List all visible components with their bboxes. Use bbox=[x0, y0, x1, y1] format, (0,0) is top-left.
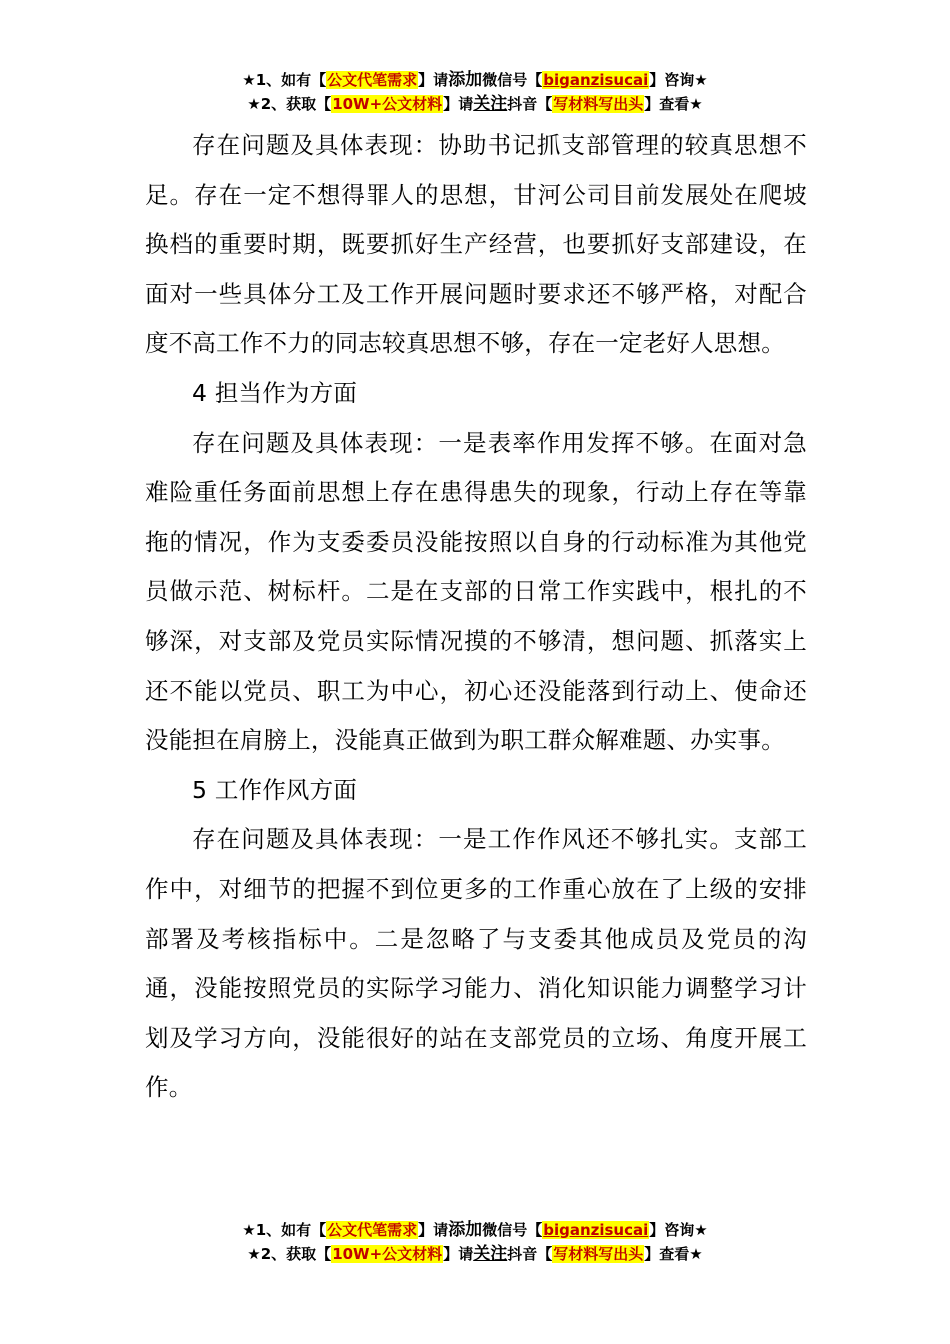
banner-emphasis: 关注 bbox=[473, 1244, 508, 1264]
banner-highlight: 10W+公文材料 bbox=[332, 95, 443, 113]
banner-text: ★2、获取【 bbox=[247, 1245, 332, 1263]
banner-text: 】请 bbox=[418, 71, 449, 89]
banner-text: 】查看★ bbox=[644, 1245, 703, 1263]
banner-highlight: 公文代笔需求 bbox=[327, 1221, 418, 1239]
banner-line-2 bbox=[0, 1242, 950, 1266]
banner-emphasis: 添加 bbox=[448, 70, 483, 90]
banner-line-2 bbox=[0, 92, 950, 116]
banner-text: 微信号【 bbox=[482, 71, 543, 89]
bottom-banner bbox=[0, 1218, 950, 1266]
banner-text: 】咨询★ bbox=[649, 1221, 708, 1239]
banner-text: 】咨询★ bbox=[649, 71, 708, 89]
banner-line-1 bbox=[0, 68, 950, 92]
banner-highlight: 写材料写出头 bbox=[553, 1245, 644, 1263]
paragraph: 存在问题及具体表现：一是工作作风还不够扎实。支部工作中，对细节的把握不到位更多的工作重心放在了上级的安排部署及考核指标中。二是忽略了与支委其他成员及党员的沟通，没能按照党员的实际学习能力、消化知识能力调整学习计划及学习方向，没能很好的站在支部党员的立场、角度开展工作。 bbox=[145, 825, 807, 1102]
banner-emphasis: 添加 bbox=[448, 1220, 483, 1240]
banner-line-1 bbox=[0, 1218, 950, 1242]
banner-text: 抖音【 bbox=[507, 1245, 553, 1263]
document-body bbox=[145, 121, 807, 1113]
banner-highlight: 公文代笔需求 bbox=[327, 71, 418, 89]
banner-text: 】请 bbox=[443, 95, 474, 113]
section-heading: 5 工作作风方面 bbox=[192, 775, 358, 804]
banner-text: 】请 bbox=[443, 1245, 474, 1263]
section-heading: 4 担当作为方面 bbox=[192, 378, 358, 407]
banner-text: 抖音【 bbox=[507, 95, 553, 113]
banner-text: 微信号【 bbox=[482, 1221, 543, 1239]
banner-text: ★1、如有【 bbox=[242, 1221, 327, 1239]
banner-wechat-id: biganzisucai bbox=[543, 1221, 649, 1239]
banner-wechat-id: biganzisucai bbox=[543, 71, 649, 89]
paragraph: 存在问题及具体表现：协助书记抓支部管理的较真思想不足。存在一定不想得罪人的思想，甘河公司目前发展处在爬坡换档的重要时期，既要抓好生产经营，也要抓好支部建设，在面对一些具体分工及工作开展问题时要求还不够严格，对配合度不高工作不力的同志较真思想不够，存在一定老好人思想。 bbox=[145, 131, 807, 358]
banner-text: ★1、如有【 bbox=[242, 71, 327, 89]
banner-text: 】请 bbox=[418, 1221, 449, 1239]
banner-highlight: 10W+公文材料 bbox=[332, 1245, 443, 1263]
banner-text: ★2、获取【 bbox=[247, 95, 332, 113]
banner-highlight: 写材料写出头 bbox=[553, 95, 644, 113]
banner-emphasis: 关注 bbox=[473, 94, 508, 114]
banner-text: 】查看★ bbox=[644, 95, 703, 113]
paragraph: 存在问题及具体表现：一是表率作用发挥不够。在面对急难险重任务面前思想上存在患得患失的现象，行动上存在等靠拖的情况，作为支委委员没能按照以自身的行动标准为其他党员做示范、树标杆。二是在支部的日常工作实践中，根扎的不够深，对支部及党员实际情况摸的不够清，想问题、抓落实上还不能以党员、职工为中心，初心还没能落到行动上、使命还没能担在肩膀上，没能真正做到为职工群众解难题、办实事。 bbox=[145, 428, 807, 755]
top-banner bbox=[0, 68, 950, 116]
